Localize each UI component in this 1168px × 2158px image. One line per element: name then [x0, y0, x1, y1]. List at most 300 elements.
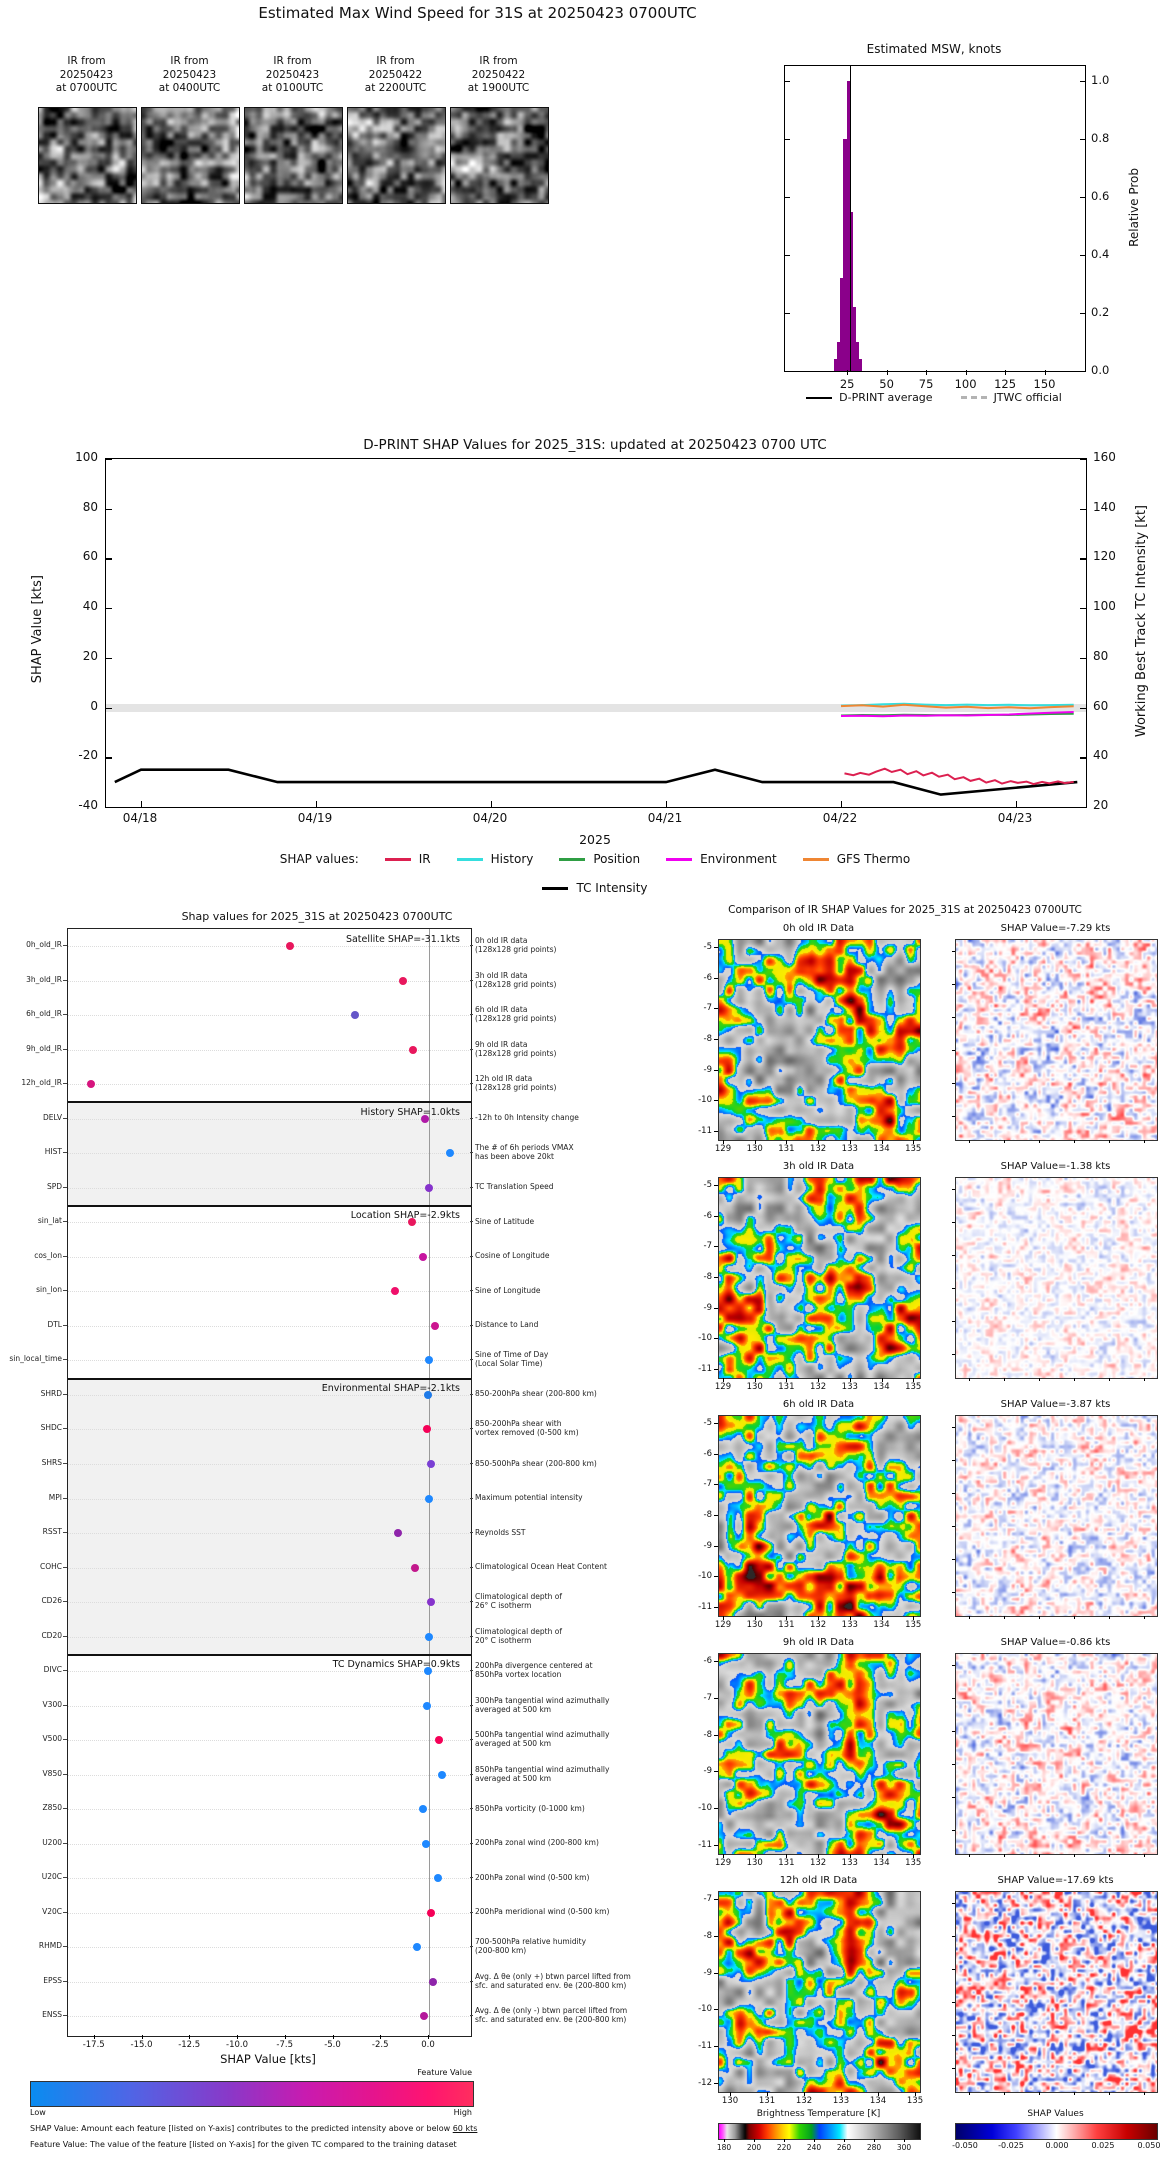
feature-label: DIVC [43, 1665, 62, 1675]
section-header: History SHAP=1.0kts [360, 1106, 460, 1118]
feature-desc [475, 1907, 609, 1916]
map-ytick-mark [714, 1607, 718, 1608]
feature-desc [475, 1320, 538, 1329]
map-ytick-label: -6 [703, 1448, 712, 1459]
map-xtick-mark [723, 1140, 724, 1144]
shap-map-ytick-mark [952, 1116, 955, 1117]
shap-map-ytick-mark [952, 1427, 955, 1428]
map-xtick-label: 132 [809, 1620, 827, 1630]
bt-cb-tick-mark [724, 2139, 725, 2142]
feature-desc-line: -12h to 0h Intensity change [475, 1113, 579, 1123]
legend-swatch [385, 858, 411, 861]
shap-map-image [955, 939, 1158, 1141]
map-xtick-label: 133 [841, 1382, 858, 1392]
zero-line [429, 929, 430, 2036]
bt-cb-tick-mark [874, 2139, 875, 2142]
feature-axis-tick [63, 1912, 67, 1913]
shap-map-xtick-mark [1004, 1140, 1005, 1143]
mid-ytick-right-label: 20 [1093, 798, 1109, 812]
map-xtick-label: 129 [714, 1858, 732, 1868]
map-xtick-mark [913, 1616, 914, 1620]
map-xtick-mark [723, 1616, 724, 1620]
feature-axis-tick [63, 1946, 67, 1947]
ir-thumbnail-label-line: 20250423 [59, 68, 114, 81]
hist-xtick-mark [966, 370, 967, 375]
section-divider [68, 1101, 471, 1103]
ir-thumbnail [450, 55, 547, 204]
map-xtick-label: 131 [778, 1382, 795, 1392]
feature-desc-tick [470, 1152, 473, 1153]
feature-desc-tick [470, 1670, 473, 1671]
shap-map-xtick-mark [1004, 1378, 1005, 1381]
feature-dot [419, 1253, 427, 1261]
legend-label: Position [593, 852, 641, 866]
map-ytick-label: -8 [703, 1510, 712, 1520]
section-header: Environmental SHAP=-2.1kts [321, 1382, 460, 1394]
map-ytick-label: -5 [703, 942, 712, 952]
footnote-shap-text: SHAP Value: Amount each feature [listed on Y-axis] contributes to the predicted intensity above or below [30, 2124, 453, 2133]
feature-desc [475, 1592, 562, 1610]
hist-ytick-mark [1080, 255, 1085, 256]
section-header: Satellite SHAP=-31.1kts [345, 934, 460, 945]
feature-desc-line: 200hPa meridional wind (0-500 km) [475, 1907, 610, 1917]
shap-map-ytick-mark [952, 1764, 955, 1765]
feature-desc-line: 0h old IR data [475, 936, 528, 945]
map-xtick-label: 132 [809, 1382, 827, 1392]
feature-axis-tick [63, 945, 67, 946]
feature-dot [391, 1287, 399, 1295]
map-xtick-label: 132 [795, 2096, 813, 2106]
map-ytick-label: -11 [698, 1602, 712, 1612]
ir-thumbnail-label-line: IR from [273, 55, 312, 67]
feature-desc-tick [470, 1463, 473, 1464]
map-xtick-mark [786, 1378, 787, 1382]
ir-map-title: 3h old IR Data [782, 1161, 855, 1172]
feature-desc-line: sfc. and saturated env. θe (200-800 km) [475, 2015, 627, 2025]
shap-map-ytick-mark [952, 1493, 955, 1494]
shap-map-title: SHAP Value=-7.29 kts [1000, 923, 1111, 934]
map-ytick-mark [714, 1423, 718, 1424]
feature-gridline [68, 1637, 471, 1638]
map-ytick-label: -11 [698, 1364, 712, 1374]
feature-plot [67, 928, 472, 2037]
feature-desc-line: 20° C isotherm [475, 1635, 532, 1645]
feature-desc-line: TC Translation Speed [475, 1182, 554, 1192]
shap-map-xtick-mark [1144, 2092, 1145, 2095]
shap-map-xtick-mark [1074, 1140, 1075, 1143]
feature-desc-line: (128x128 grid points) [475, 1048, 557, 1058]
feature-desc-line: 6h old IR data [475, 1005, 528, 1015]
map-xtick-label: 131 [758, 2096, 776, 2106]
hist-ytick-label: 0.6 [1091, 189, 1110, 203]
shap-map-xtick-mark [1074, 2092, 1075, 2095]
feature-gridline [68, 1257, 471, 1258]
map-xtick-label: 129 [714, 1382, 732, 1392]
hist-xtick-label: 150 [1033, 377, 1056, 391]
map-ytick-label: -8 [703, 1272, 712, 1282]
shap-map-ytick-mark [952, 1189, 955, 1190]
map-ytick-mark [714, 1369, 718, 1370]
feat-xtick-label: -10.0 [226, 2040, 248, 2050]
hist-xtick-label: 25 [839, 377, 855, 391]
shap-map-ytick-mark [952, 1050, 955, 1051]
feature-dot [423, 1702, 431, 1710]
map-ytick-label: -8 [703, 1034, 712, 1044]
shap-map-ytick-mark [952, 1321, 955, 1322]
shap-map-ytick-mark [952, 1797, 955, 1798]
hist-xtick-label: 50 [879, 377, 894, 391]
feature-desc-tick [470, 2015, 473, 2016]
feature-axis-tick [63, 1636, 67, 1637]
shap-map-xtick-mark [1039, 1854, 1040, 1857]
shap-map-ytick-mark [952, 1083, 955, 1084]
feature-desc [475, 1696, 609, 1714]
shap-map-xtick-mark [1074, 1616, 1075, 1619]
section-divider [68, 1378, 471, 1380]
feat-xtick-label: -12.5 [178, 2040, 201, 2050]
feature-desc-line: (200-800 km) [475, 1946, 527, 1956]
hist-ytick-mark [785, 139, 790, 140]
feature-desc [475, 1562, 607, 1571]
ir-thumbnail-label-line: IR from [67, 55, 106, 67]
shap-cb-tick-label: 0.000 [1045, 2141, 1069, 2150]
feature-dot [429, 1978, 437, 1986]
shap-map-xtick-mark [1109, 1378, 1110, 1381]
feature-label: 12h_old_IR [21, 1078, 62, 1088]
feature-desc-line: Sine of Longitude [475, 1285, 541, 1295]
feature-plot-xlabel: SHAP Value [kts] [220, 2052, 316, 2066]
shap-map-xtick-mark [969, 1854, 970, 1857]
ir-map-title: 9h old IR Data [782, 1637, 855, 1648]
feature-gridline [68, 1464, 471, 1465]
mid-xtick-label: 04/22 [822, 811, 858, 825]
feat-xtick-label: 0.0 [421, 2040, 435, 2050]
feature-desc-line: 200hPa zonal wind (0-500 km) [475, 1872, 590, 1882]
feature-desc [475, 1350, 548, 1368]
shap-colorbar-label: SHAP Values [1027, 2109, 1084, 2119]
shap-map-image [955, 1177, 1158, 1379]
ir-thumbnail-image [141, 107, 240, 204]
feature-label: DTL [47, 1319, 62, 1329]
map-xtick-mark [786, 1140, 787, 1144]
feature-desc [475, 1459, 597, 1468]
map-ytick-mark [714, 1039, 718, 1040]
map-xtick-mark [818, 1854, 819, 1858]
map-xtick-mark [915, 2092, 916, 2096]
map-ytick-mark [714, 1576, 718, 1577]
feature-desc-line: has been above 20kt [475, 1152, 554, 1162]
map-xtick-label: 135 [905, 1382, 922, 1392]
feature-desc-tick [470, 1187, 473, 1188]
hist-ytick-mark [1080, 81, 1085, 82]
shap-map-xtick-mark [1039, 1616, 1040, 1619]
map-xtick-mark [818, 1616, 819, 1620]
hist-xtick-mark [1045, 370, 1046, 375]
feature-plot-title: Shap values for 2025_31S at 20250423 0700UTC [181, 910, 453, 923]
map-xtick-label: 133 [841, 1144, 858, 1154]
timeseries-legend-prefix: SHAP values: [279, 852, 359, 866]
hist-xtick-mark [847, 370, 848, 375]
feature-desc [475, 1143, 574, 1161]
feature-desc-line: (128x128 grid points) [475, 1014, 557, 1024]
mid-xtick-label: 04/21 [647, 811, 683, 825]
shap-map-xtick-mark [1004, 1616, 1005, 1619]
shap-map-ytick-mark [952, 1017, 955, 1018]
feature-desc [475, 1286, 541, 1295]
timeseries-legend-row1 [105, 852, 1085, 866]
bt-cb-tick-label: 200 [746, 2143, 762, 2152]
hist-xtick-mark [887, 370, 888, 375]
map-xtick-mark [913, 1854, 914, 1858]
feature-desc-tick [470, 1118, 473, 1119]
map-ytick-mark [714, 1845, 718, 1846]
feature-desc [475, 1765, 609, 1783]
feature-desc [475, 1389, 597, 1398]
feature-gridline [68, 1671, 471, 1672]
feature-gridline [68, 1188, 471, 1189]
legend-swatch [803, 858, 829, 861]
shap-map-xtick-mark [1109, 1140, 1110, 1143]
feature-colorbar-low-label: Low [30, 2108, 46, 2117]
mid-xtick-label: 04/18 [122, 811, 158, 825]
map-ytick-mark [714, 1185, 718, 1186]
feature-desc [475, 971, 556, 989]
mid-ytick-left-label: -40 [78, 798, 98, 812]
feature-axis-tick [63, 1705, 67, 1706]
histogram-legend [744, 391, 1124, 404]
feature-axis-tick [63, 1221, 67, 1222]
feature-desc-line: Sine of Latitude [475, 1216, 535, 1226]
feature-desc-line: (128x128 grid points) [475, 945, 557, 954]
ir-thumbnail-label-line: IR from [170, 55, 209, 67]
mid-xtick-label: 04/19 [297, 811, 333, 825]
shap-map-ytick-mark [952, 1354, 955, 1355]
feature-label: CD20 [41, 1630, 62, 1640]
ir-map-title: 12h old IR Data [779, 1875, 858, 1886]
map-xtick-label: 135 [905, 1144, 922, 1154]
feature-desc-line: Sine of Time of Day [475, 1350, 549, 1360]
shap-map-xtick-mark [1144, 1854, 1145, 1857]
feature-label: 0h_old_IR [26, 940, 62, 949]
ir-thumbnail [141, 55, 238, 204]
feature-desc [475, 1182, 554, 1191]
map-xtick-label: 134 [869, 2096, 887, 2106]
feat-xtick-mark [189, 2035, 190, 2039]
hist-xtick-label: 125 [994, 377, 1017, 391]
feature-desc-tick [470, 1774, 473, 1775]
feature-desc-line: Distance to Land [475, 1320, 539, 1330]
map-xtick-mark [755, 1854, 756, 1858]
feature-label: CD26 [41, 1596, 62, 1606]
feature-axis-tick [63, 1808, 67, 1809]
map-ytick-mark [714, 1973, 718, 1974]
map-xtick-mark [850, 1140, 851, 1144]
feature-label: V20C [42, 1906, 62, 1916]
map-xtick-label: 134 [873, 1144, 890, 1154]
feature-axis-tick [63, 1049, 67, 1050]
shap-map-title: SHAP Value=-0.86 kts [1000, 1637, 1111, 1648]
mid-ytick-right-label: 160 [1093, 450, 1116, 464]
legend-item-ir [385, 852, 431, 866]
histogram-plot [784, 65, 1086, 372]
feature-desc [475, 1528, 526, 1537]
bt-cb-tick-mark [754, 2139, 755, 2142]
feature-desc-line: 9h old IR data [475, 1039, 528, 1049]
bt-cb-tick-mark [904, 2139, 905, 2142]
feature-desc-tick [470, 980, 473, 981]
hist-ytick-mark [785, 371, 790, 372]
feature-gridline [68, 1706, 471, 1707]
feature-desc [475, 1804, 585, 1813]
bt-cb-tick-label: 240 [806, 2143, 822, 2152]
feature-gridline [68, 1913, 471, 1914]
shap-map-ytick-mark [952, 951, 955, 952]
bt-cb-tick-label: 220 [776, 2143, 792, 2152]
feature-desc-tick [470, 1256, 473, 1257]
mid-xtick-label: 04/23 [997, 811, 1033, 825]
map-ytick-label: -5 [703, 1180, 712, 1190]
feature-desc-line: 500hPa tangential wind azimuthally [475, 1730, 610, 1740]
feature-axis-tick [63, 1567, 67, 1568]
feature-dot [409, 1046, 417, 1054]
hist-ytick-mark [785, 255, 790, 256]
shap-map-xtick-mark [1144, 1616, 1145, 1619]
feature-desc-tick [470, 1808, 473, 1809]
hist-ytick-mark [1080, 313, 1085, 314]
map-xtick-label: 135 [906, 2096, 924, 2106]
map-ytick-label: -7 [703, 1479, 712, 1490]
bt-cb-tick-mark [784, 2139, 785, 2142]
map-ytick-mark [714, 2046, 718, 2047]
feature-desc-line: Climatological Ocean Heat Content [475, 1562, 607, 1571]
feature-desc-tick [470, 1981, 473, 1982]
timeseries-xlabel: 2025 [579, 832, 611, 847]
feat-xtick-label: -5.0 [324, 2040, 341, 2050]
map-xtick-mark [723, 1378, 724, 1382]
feature-desc [475, 1937, 586, 1955]
feature-desc-line: Climatological depth of [475, 1592, 562, 1602]
map-xtick-label: 130 [746, 1858, 763, 1868]
legend-item-tc-intensity [542, 881, 647, 895]
map-ytick-label: -10 [698, 1571, 712, 1582]
feature-dot [427, 1460, 435, 1468]
map-xtick-mark [755, 1378, 756, 1382]
ir-thumbnail-label [141, 55, 238, 100]
map-ytick-label: -9 [703, 1302, 712, 1313]
shap-map-title: SHAP Value=-1.38 kts [1000, 1161, 1111, 1172]
legend-item-history [457, 852, 534, 866]
map-ytick-mark [714, 1698, 718, 1699]
feature-label: 9h_old_IR [26, 1043, 62, 1053]
feature-desc-tick [470, 1877, 473, 1878]
feature-label: 3h_old_IR [26, 974, 62, 984]
feature-desc-tick [470, 1359, 473, 1360]
mid-ytick-right-label: 60 [1093, 698, 1109, 713]
feature-desc-line: 3h old IR data [475, 970, 528, 980]
mid-ytick-left-label: 40 [82, 599, 98, 614]
feature-label: HIST [44, 1147, 62, 1157]
feature-axis-tick [63, 1981, 67, 1982]
hist-ytick-mark [1080, 197, 1085, 198]
shap-map-ytick-mark [952, 2035, 955, 2036]
feature-desc-line: Maximum potential intensity [475, 1493, 583, 1502]
feature-axis-tick [63, 1014, 67, 1015]
timeseries-ylabel-right: Working Best Track TC Intensity [kt] [1134, 505, 1149, 738]
feature-desc-line: 850hPa tangential wind azimuthally [475, 1764, 610, 1774]
map-ytick-mark [714, 1735, 718, 1736]
feat-xtick-mark [237, 2035, 238, 2039]
map-xtick-label: 132 [809, 1858, 827, 1868]
feature-label: 6h_old_IR [26, 1009, 62, 1019]
feature-desc-tick [470, 1705, 473, 1706]
feature-axis-tick [63, 1498, 67, 1499]
map-ytick-mark [714, 1546, 718, 1547]
map-xtick-mark [818, 1378, 819, 1382]
section-header: Location SHAP=-2.9kts [350, 1210, 460, 1222]
map-xtick-label: 134 [873, 1620, 890, 1630]
feature-axis-tick [63, 1843, 67, 1844]
ir-thumbnail-label-line: 20250423 [162, 68, 217, 81]
feature-desc-line: 850hPa vorticity (0-1000 km) [475, 1803, 585, 1813]
feature-desc [475, 1113, 579, 1122]
hist-ytick-mark [1080, 139, 1085, 140]
mid-ytick-mark [1080, 807, 1086, 808]
shap-map-xtick-mark [969, 1616, 970, 1619]
map-xtick-mark [913, 1140, 914, 1144]
map-xtick-mark [850, 1616, 851, 1620]
feature-dot [425, 1184, 433, 1192]
feature-axis-tick [63, 1187, 67, 1188]
legend-item-d-print-average [806, 391, 932, 404]
map-ytick-label: -9 [703, 1064, 712, 1075]
shap-map-ytick-mark [952, 1665, 955, 1666]
feature-desc-line: 200hPa divergence centered at [475, 1661, 593, 1671]
feature-desc [475, 1217, 534, 1226]
feature-desc-line: sfc. and saturated env. θe (200-800 km) [475, 1980, 627, 1990]
map-xtick-label: 130 [721, 2096, 739, 2106]
map-ytick-label: -10 [698, 1803, 712, 1814]
feature-axis-tick [63, 1532, 67, 1533]
feature-axis-tick [63, 980, 67, 981]
feature-label: DELV [43, 1112, 62, 1122]
feature-label: EPSS [43, 1975, 62, 1985]
map-ytick-mark [714, 1277, 718, 1278]
map-xtick-mark [786, 1854, 787, 1858]
map-ytick-label: -12 [698, 2078, 712, 2088]
feature-gridline [68, 1844, 471, 1845]
map-ytick-mark [714, 2009, 718, 2010]
ir-thumbnail-label-line: at 0100UTC [261, 82, 324, 95]
feature-desc-line: Reynolds SST [475, 1527, 526, 1537]
shap-map-title: SHAP Value=-17.69 kts [997, 1875, 1114, 1886]
hist-ytick-label: 0.2 [1091, 305, 1110, 319]
feature-gridline [68, 1740, 471, 1741]
mid-ytick-left-label: 20 [82, 648, 98, 663]
map-xtick-mark [755, 1616, 756, 1620]
ir-map-image [718, 1653, 921, 1855]
bt-cb-tick-label: 260 [836, 2143, 852, 2152]
map-ytick-label: -10 [698, 1095, 712, 1106]
feature-desc [475, 1661, 593, 1679]
feature-axis-tick [63, 1774, 67, 1775]
main-title: Estimated Max Wind Speed for 31S at 20250423 0700UTC [258, 4, 697, 22]
map-xtick-mark [882, 1616, 883, 1620]
feature-label: SPD [46, 1181, 62, 1191]
feature-gridline [68, 1084, 471, 1085]
feature-label: cos_lon [34, 1250, 62, 1260]
shap-map-ytick-mark [952, 1969, 955, 1970]
feature-desc [475, 1040, 556, 1058]
